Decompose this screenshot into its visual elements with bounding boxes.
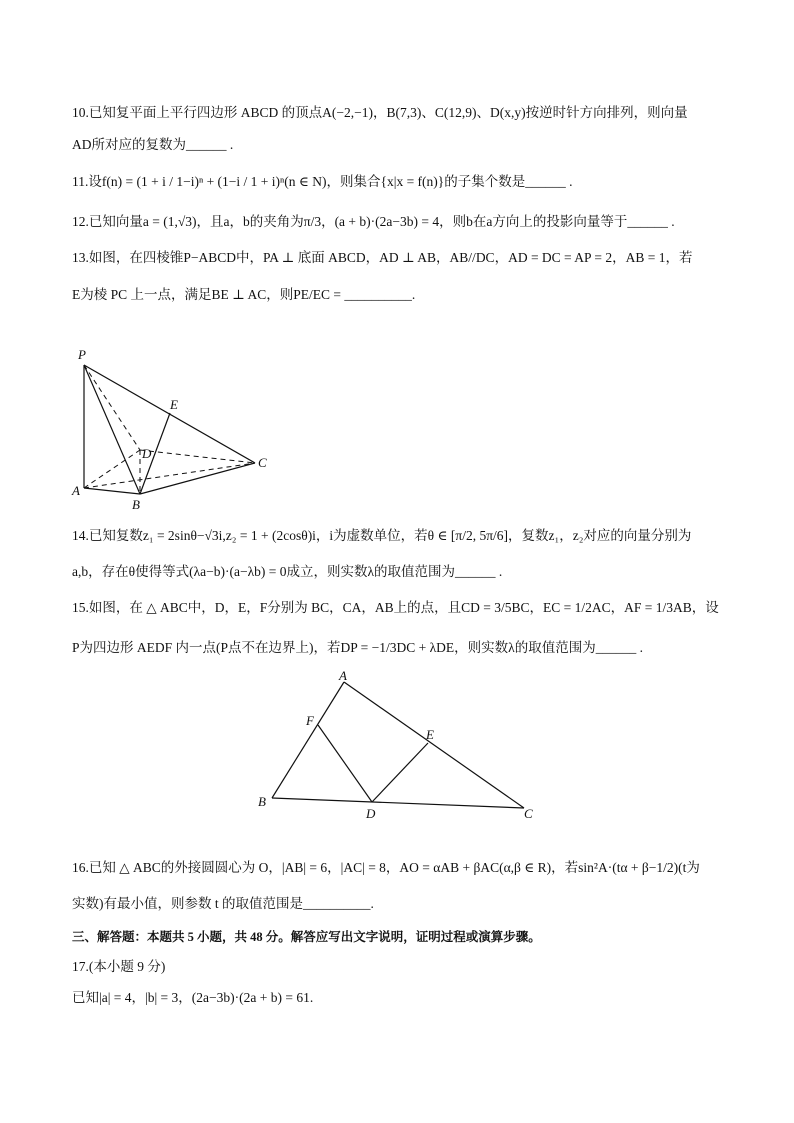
label-E: E (426, 727, 434, 742)
q14-line2: a,b，存在θ使得等式(λa−b)·(a−λb) = 0成立，则实数λ的取值范围为______ . (72, 564, 503, 579)
label-D: D (366, 806, 376, 821)
label-A: A (339, 668, 347, 683)
q15-line2: P为四边形 AEDF 内一点(P点不在边界上)，若DP = −1/3DC + λDE，则实数λ的取值范围为______ . (72, 640, 643, 655)
q16-line1: 16.已知 △ ABC的外接圆圆心为 O，|AB| = 6，|AC| = 8，AO = αAB + βAC(α,β ∈ R)，若sin²A·(tα + β−1/2)(t为 (72, 860, 700, 875)
label-P: P (78, 347, 86, 362)
triangle-figure (250, 668, 550, 828)
section-3-heading: 三、解答题：本题共 5 小题，共 48 分。解答应写出文字说明，证明过程或演算步骤。 (72, 930, 541, 944)
label-C: C (524, 806, 533, 821)
q15-line1: 15.如图，在 △ ABC中，D，E，F分别为 BC，CA，AB上的点，且CD = 3/5BC，EC = 1/2AC，AF = 1/3AB，设 (72, 600, 719, 615)
label-C: C (258, 455, 267, 470)
label-D: D (142, 446, 152, 461)
label-E: E (170, 397, 178, 412)
label-B: B (132, 497, 140, 512)
q14-line1: 14.已知复数z₁ = 2sinθ−√3i,z₂ = 1 + (2cosθ)i，i为虚数单位，若θ ∈ [π/2, 5π/6]，复数z₁，z₂对应的向量分别为 (72, 528, 692, 543)
q17-title: 17.(本小题 9 分) (72, 959, 166, 974)
label-F: F (306, 713, 314, 728)
pyramid-figure (60, 345, 290, 515)
q11-text: 11.设f(n) = (1 + i / 1−i)ⁿ + (1−i / 1 + i)ⁿ(n ∈ N)，则集合{x|x = f(n)}的子集个数是______ . (72, 174, 573, 189)
label-A: A (72, 483, 80, 498)
q16-line2: 实数)有最小值，则参数 t 的取值范围是__________. (72, 896, 374, 911)
q13-line1: 13.如图，在四棱锥P−ABCD中，PA ⊥ 底面 ABCD，AD ⊥ AB，AB//DC，AD = DC = AP = 2，AB = 1，若 (72, 250, 693, 265)
q10-line2: AD所对应的复数为______ . (72, 137, 234, 152)
q13-line2: E为棱 PC 上一点，满足BE ⊥ AC，则PE/EC = __________. (72, 287, 416, 302)
q12-text: 12.已知向量a = (1,√3)，且a，b的夹角为π/3，(a + b)·(2a−3b) = 4，则b在a方向上的投影向量等于______ . (72, 214, 675, 229)
q10-line1: 10.已知复平面上平行四边形 ABCD 的顶点A(−2,−1)，B(7,3)、C(12,9)、D(x,y)按逆时针方向排列，则向量 (72, 105, 688, 120)
q17-body: 已知|a| = 4，|b| = 3，(2a−3b)·(2a + b) = 61. (72, 990, 314, 1005)
label-B: B (258, 794, 266, 809)
